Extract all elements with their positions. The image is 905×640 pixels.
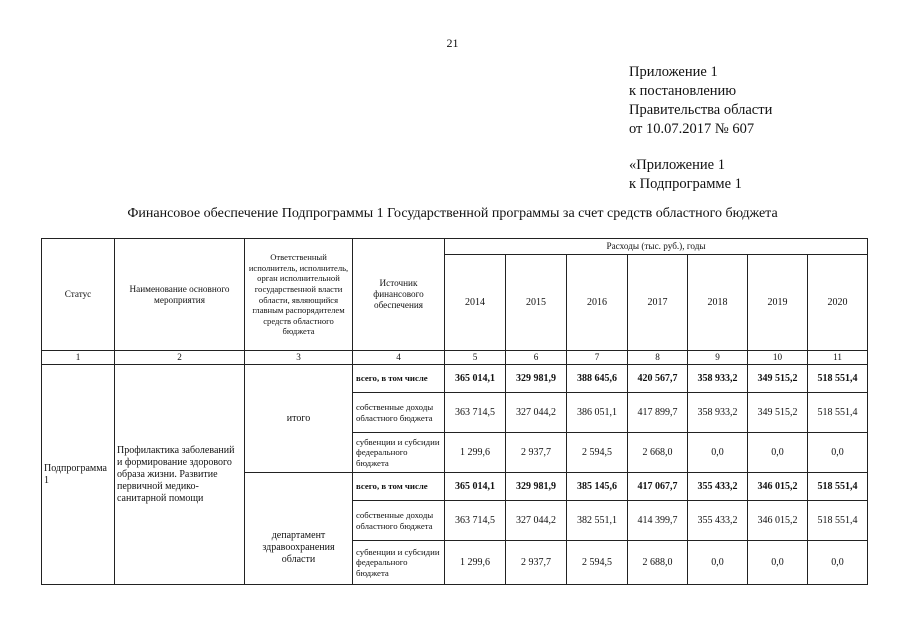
column-number: 3 — [245, 351, 353, 365]
source-cell: субвенции и субсидии федерального бюджета — [353, 433, 445, 473]
value-cell: 518 551,4 — [808, 365, 868, 393]
value-cell: 1 299,6 — [445, 541, 506, 585]
header-executor: Ответственный исполнитель, исполнитель, орган исполнительной государственной власти области, являющийся главным распорядителем средств областного бюджета — [245, 239, 353, 351]
header-status: Статус — [42, 239, 115, 351]
appendix-gap — [629, 139, 772, 156]
header-year: 2020 — [808, 255, 868, 351]
value-cell: 329 981,9 — [506, 365, 567, 393]
value-cell: 0,0 — [808, 433, 868, 473]
header-year: 2018 — [688, 255, 748, 351]
column-number: 4 — [353, 351, 445, 365]
column-number: 8 — [628, 351, 688, 365]
value-cell: 327 044,2 — [506, 501, 567, 541]
value-cell: 0,0 — [688, 433, 748, 473]
value-cell: 355 433,2 — [688, 501, 748, 541]
source-cell: собственные доходы областного бюджета — [353, 501, 445, 541]
value-cell: 0,0 — [808, 541, 868, 585]
column-number: 2 — [115, 351, 245, 365]
value-cell: 385 145,6 — [567, 473, 628, 501]
value-cell: 327 044,2 — [506, 393, 567, 433]
value-cell: 386 051,1 — [567, 393, 628, 433]
value-cell: 329 981,9 — [506, 473, 567, 501]
header-expenses: Расходы (тыс. руб.), годы — [445, 239, 868, 255]
source-cell: всего, в том числе — [353, 473, 445, 501]
appendix-line-4: от 10.07.2017 № 607 — [629, 121, 755, 137]
value-cell: 518 551,4 — [808, 501, 868, 541]
value-cell: 382 551,1 — [567, 501, 628, 541]
value-cell: 2 937,7 — [506, 433, 567, 473]
value-cell: 355 433,2 — [688, 473, 748, 501]
column-number: 7 — [567, 351, 628, 365]
header-year: 2016 — [567, 255, 628, 351]
column-number: 10 — [748, 351, 808, 365]
appendix-line-1: Приложение 1 — [629, 64, 718, 80]
status-cell: Подпрограмма 1 — [42, 365, 115, 585]
source-cell: собственные доходы областного бюджета — [353, 393, 445, 433]
value-cell: 0,0 — [688, 541, 748, 585]
header-year: 2019 — [748, 255, 808, 351]
column-number: 6 — [506, 351, 567, 365]
header-year: 2015 — [506, 255, 567, 351]
column-number-row — [42, 351, 868, 365]
value-cell: 2 594,5 — [567, 541, 628, 585]
value-cell: 420 567,7 — [628, 365, 688, 393]
header-row-1 — [42, 239, 868, 255]
value-cell: 2 688,0 — [628, 541, 688, 585]
value-cell: 358 933,2 — [688, 365, 748, 393]
value-cell: 0,0 — [748, 433, 808, 473]
document-title: Финансовое обеспечение Подпрограммы 1 Государственной программы за счет средств областного бюджета — [127, 206, 778, 221]
table-row — [42, 365, 868, 393]
value-cell: 363 714,5 — [445, 501, 506, 541]
value-cell: 365 014,1 — [445, 473, 506, 501]
financing-table — [41, 238, 868, 585]
executor-cell: итого — [245, 365, 353, 473]
appendix-line-2: к постановлению — [629, 83, 737, 99]
value-cell: 349 515,2 — [748, 365, 808, 393]
value-cell: 518 551,4 — [808, 393, 868, 433]
column-number: 9 — [688, 351, 748, 365]
page-number: 21 — [446, 36, 459, 50]
header-activity: Наименование основного мероприятия — [115, 239, 245, 351]
value-cell: 417 899,7 — [628, 393, 688, 433]
source-cell: всего, в том числе — [353, 365, 445, 393]
header-year: 2017 — [628, 255, 688, 351]
header-source: Источник финансового обеспечения — [353, 239, 445, 351]
source-cell: субвенции и субсидии федерального бюджета — [353, 541, 445, 585]
appendix-line-6: к Подпрограмме 1 — [629, 176, 742, 192]
value-cell: 1 299,6 — [445, 433, 506, 473]
appendix-line-3: Правительства области — [629, 102, 773, 118]
appendix-block — [629, 63, 772, 194]
value-cell: 358 933,2 — [688, 393, 748, 433]
value-cell: 346 015,2 — [748, 473, 808, 501]
value-cell: 417 067,7 — [628, 473, 688, 501]
value-cell: 518 551,4 — [808, 473, 868, 501]
column-number: 5 — [445, 351, 506, 365]
value-cell: 346 015,2 — [748, 501, 808, 541]
value-cell: 2 937,7 — [506, 541, 567, 585]
value-cell: 349 515,2 — [748, 393, 808, 433]
activity-cell: Профилактика заболеваний и формирование здорового образа жизни. Развитие первичной медико-санитарной помощи — [115, 365, 245, 585]
column-number: 11 — [808, 351, 868, 365]
appendix-line-5: «Приложение 1 — [629, 157, 725, 173]
value-cell: 365 014,1 — [445, 365, 506, 393]
value-cell: 2 594,5 — [567, 433, 628, 473]
executor-cell: департамент здравоохранения области — [245, 473, 353, 585]
value-cell: 414 399,7 — [628, 501, 688, 541]
value-cell: 363 714,5 — [445, 393, 506, 433]
header-year: 2014 — [445, 255, 506, 351]
value-cell: 0,0 — [748, 541, 808, 585]
column-number: 1 — [42, 351, 115, 365]
value-cell: 2 668,0 — [628, 433, 688, 473]
value-cell: 388 645,6 — [567, 365, 628, 393]
